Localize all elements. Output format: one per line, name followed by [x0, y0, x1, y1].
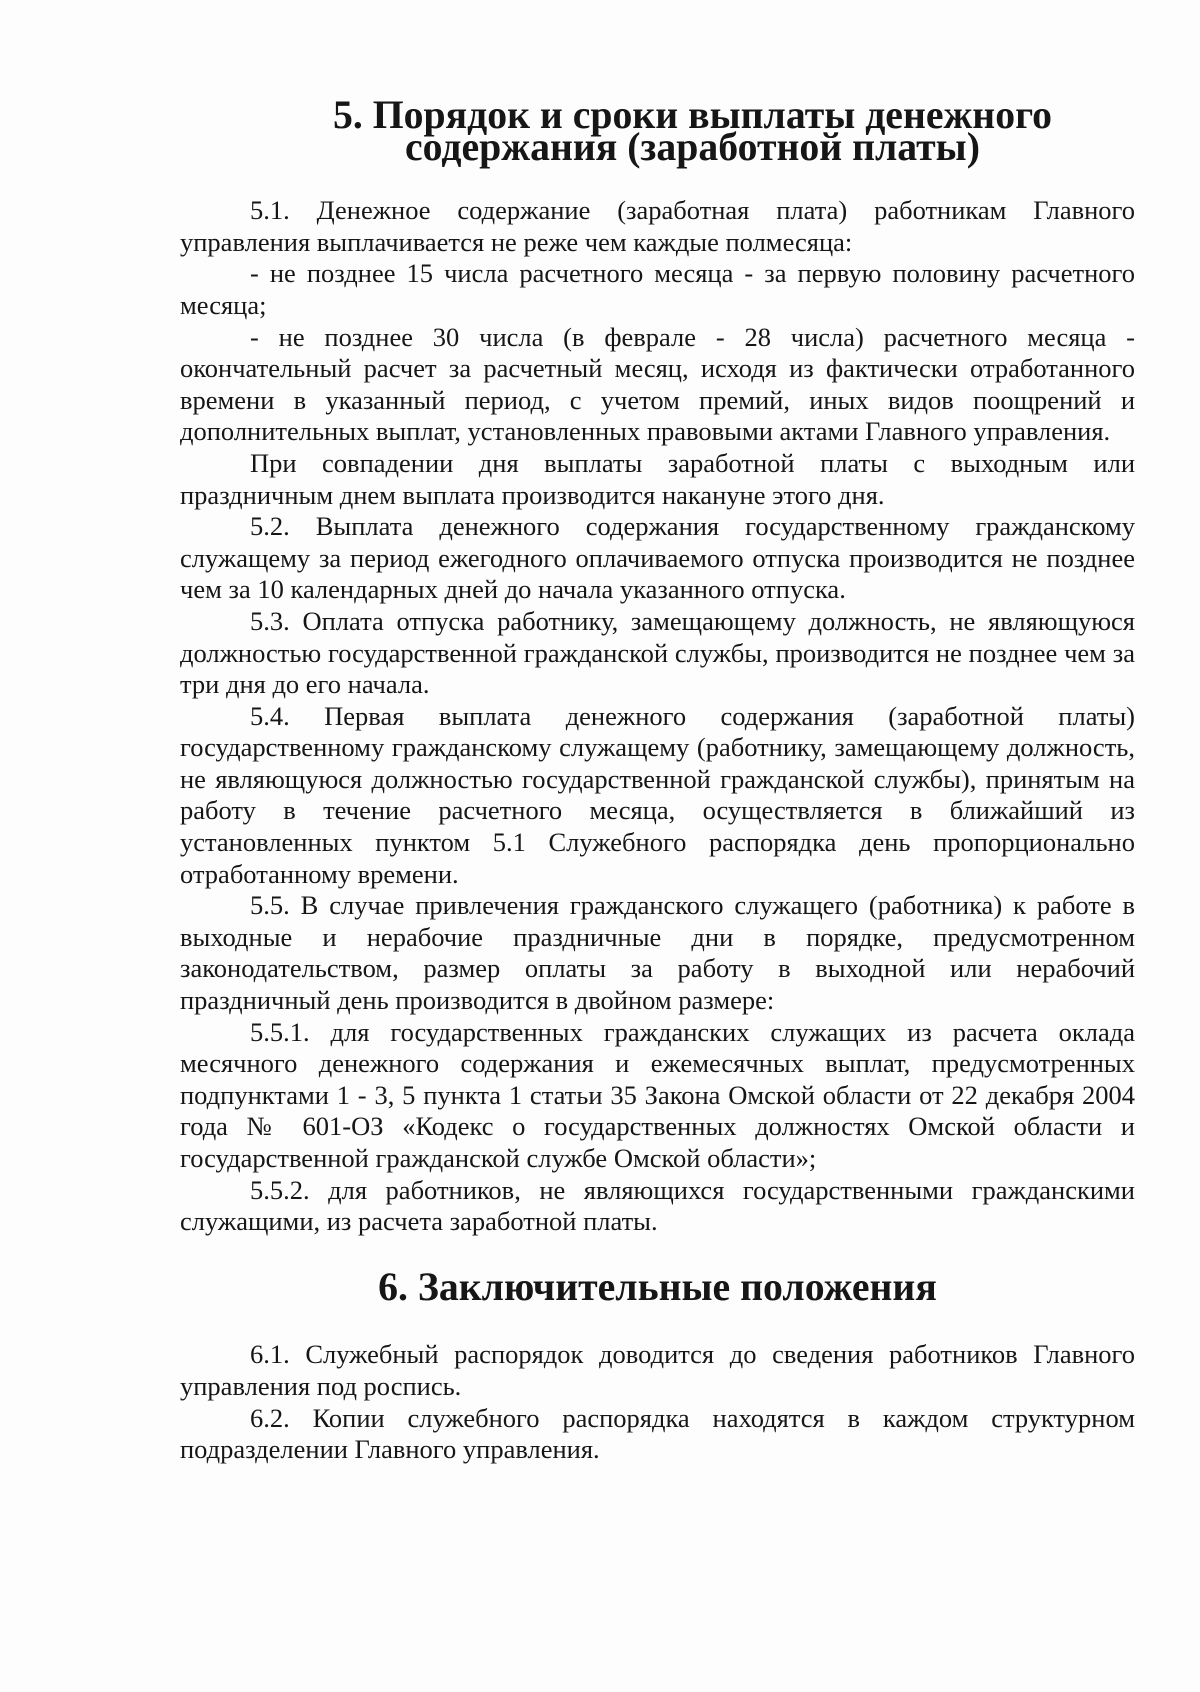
paragraph-6-2: 6.2. Копии служебного распорядка находятся в каждом структурном подразделении Главного управления.: [180, 1402, 1135, 1465]
paragraph-5-1-holiday: При совпадении дня выплаты заработной платы с выходным или праздничным днем выплата производится накануне этого дня.: [180, 447, 1135, 510]
paragraph-5-4: 5.4. Первая выплата денежного содержания (заработной платы) государственному гражданскому служащему (работнику, замещающему должность, не являющуюся должностью государственной гражданской службы), принятым на работу в течение расчетного месяца, осуществляется в ближайший из установленных пунктом 5.1 Служебного распорядка день пропорционально отработанному времени.: [180, 700, 1135, 889]
paragraph-6-1: 6.1. Служебный распорядок доводится до сведения работников Главного управления под роспись.: [180, 1339, 1135, 1401]
paragraph-5-1-first-half: - не позднее 15 числа расчетного месяца - за первую половину расчетного месяца;: [180, 258, 1135, 320]
paragraph-5-5-2: 5.5.2. для работников, не являющихся государственными гражданскими служащими, из расчета заработной платы.: [180, 1174, 1135, 1237]
paragraph-5-2: 5.2. Выплата денежного содержания государственному гражданскому служащему за период ежегодного оплачиваемого отпуска производится не позднее чем за 10 календарных дней до начала указанного отпуска.: [180, 511, 1135, 605]
paragraph-5-5: 5.5. В случае привлечения гражданского служащего (работника) к работе в выходные и нерабочие праздничные дни в порядке, предусмотренном законодательством, размер оплаты за работу в выходной или нерабочий праздничный день производится в двойном размере:: [180, 890, 1135, 1016]
paragraph-5-3: 5.3. Оплата отпуска работнику, замещающему должность, не являющуюся должностью государственной гражданской службы, производится не позднее чем за три дня до его начала.: [180, 605, 1135, 700]
paragraph-5-5-1: 5.5.1. для государственных гражданских служащих из расчета оклада месячного денежного содержания и ежемесячных выплат, предусмотренных подпунктами 1 - 3, 5 пункта 1 статьи 35 Закона Омской области от 22 декабря 2004 года № 601-ОЗ «Кодекс о государственных должностях Омской области и государственной гражданской службе Омской области»;: [180, 1016, 1135, 1173]
document-body: [180, 93, 1135, 1466]
section-5-heading: 5. Порядок и сроки выплаты денежного содержания (заработной платы): [332, 93, 1053, 169]
paragraph-5-1: 5.1. Денежное содержание (заработная плата) работникам Главного управления выплачивается не реже чем каждые полмесяца:: [180, 195, 1135, 257]
section-6-heading: 6. Заключительные положения: [378, 1264, 937, 1309]
paragraph-5-1-final: - не позднее 30 числа (в феврале - 28 числа) расчетного месяца - окончательный расчет за расчетный месяц, исходя из фактически отработанного времени в указанный период, с учетом премий, иных видов поощрений и дополнительных выплат, установленных правовыми актами Главного управления.: [180, 321, 1135, 447]
